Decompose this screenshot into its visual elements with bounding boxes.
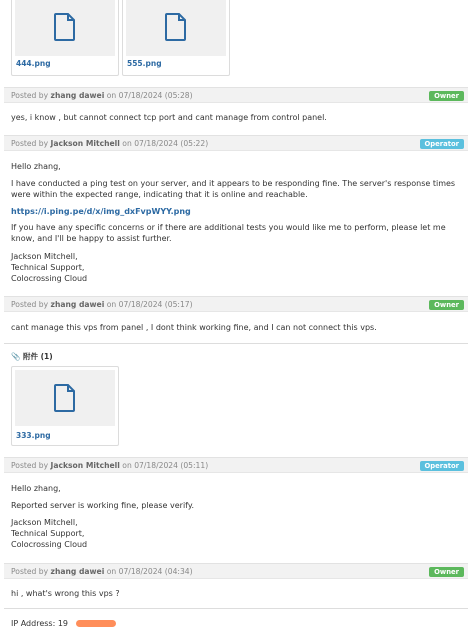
paperclip-icon: 📎 [11, 352, 21, 361]
divider [4, 608, 468, 609]
role-badge: Operator [420, 461, 464, 471]
attachment-filename[interactable]: 555.png [127, 59, 162, 68]
message-body: yes, i know , but cannot connect tcp port and cant manage from control panel. [11, 113, 327, 122]
signature-line: Technical Support, [11, 263, 85, 272]
on-label: on [106, 91, 117, 100]
timestamp: 07/18/2024 (05:17) [118, 300, 193, 309]
attachment-thumb[interactable] [122, 0, 230, 76]
signature-line: Jackson Mitchell, [11, 252, 78, 261]
on-label: on [106, 300, 117, 309]
attachment-preview [126, 0, 226, 56]
role-badge: Owner [429, 300, 464, 310]
author-name: Jackson Mitchell [50, 461, 120, 470]
divider [4, 343, 468, 344]
message-paragraph: If you have any specific concerns or if there are additional tests you would like me to perform, please let me know, and I'll be happy to assist further. [11, 223, 446, 243]
message-body: hi , what's wrong this vps ? [11, 589, 120, 598]
attachments-label: 附件 (1) [22, 352, 53, 361]
on-label: on [106, 567, 117, 576]
file-icon [54, 13, 76, 41]
ip-address: IP Address: 19 [11, 619, 69, 628]
message-paragraph: Reported server is working fine, please verify. [11, 501, 194, 510]
message-link[interactable]: https://i.ping.pe/d/x/img_dxFvpWYY.png [11, 207, 191, 216]
file-icon [54, 384, 76, 412]
attachment-thumb[interactable] [11, 0, 119, 76]
posted-by-label: Posted by [11, 567, 49, 576]
timestamp: 07/18/2024 (05:11) [134, 461, 209, 470]
timestamp: 07/18/2024 (05:22) [134, 139, 209, 148]
redaction-mark [76, 620, 116, 627]
signature-line: Colocrossing Cloud [11, 274, 88, 283]
message-header [4, 135, 468, 151]
message-header [4, 563, 468, 579]
message-body: cant manage this vps from panel , I dont think working fine, and I can not connect this vps. [11, 323, 377, 332]
message-greeting: Hello zhang, [11, 484, 61, 493]
posted-by-label: Posted by [11, 139, 49, 148]
file-icon [165, 13, 187, 41]
role-badge: Operator [420, 139, 464, 149]
posted-by-label: Posted by [11, 461, 49, 470]
message-header [4, 296, 468, 312]
timestamp: 07/18/2024 (05:28) [118, 91, 193, 100]
attachment-filename[interactable]: 444.png [16, 59, 51, 68]
message-greeting: Hello zhang, [11, 162, 61, 171]
on-label: on [122, 139, 132, 148]
signature-line: Jackson Mitchell, [11, 518, 78, 527]
timestamp: 07/18/2024 (04:34) [118, 567, 193, 576]
author-name: zhang dawei [50, 300, 105, 309]
attachment-preview [15, 0, 115, 56]
message-header [4, 87, 468, 103]
attachment-filename[interactable]: 333.png [16, 431, 51, 440]
attachment-preview [15, 370, 115, 426]
message-header [4, 457, 468, 473]
signature-line: Colocrossing Cloud [11, 540, 88, 549]
message-paragraph: I have conducted a ping test on your server, and it appears to be responding fine. The server's response times were within the expected range, indicating that it is online and reachable. [11, 179, 456, 199]
attachment-thumb[interactable] [11, 366, 119, 446]
role-badge: Owner [429, 91, 464, 101]
attachments-heading [11, 351, 53, 362]
on-label: on [122, 461, 132, 470]
posted-by-label: Posted by [11, 91, 49, 100]
role-badge: Owner [429, 567, 464, 577]
author-name: zhang dawei [50, 567, 105, 576]
author-name: zhang dawei [50, 91, 105, 100]
signature-line: Technical Support, [11, 529, 85, 538]
posted-by-label: Posted by [11, 300, 49, 309]
author-name: Jackson Mitchell [50, 139, 120, 148]
